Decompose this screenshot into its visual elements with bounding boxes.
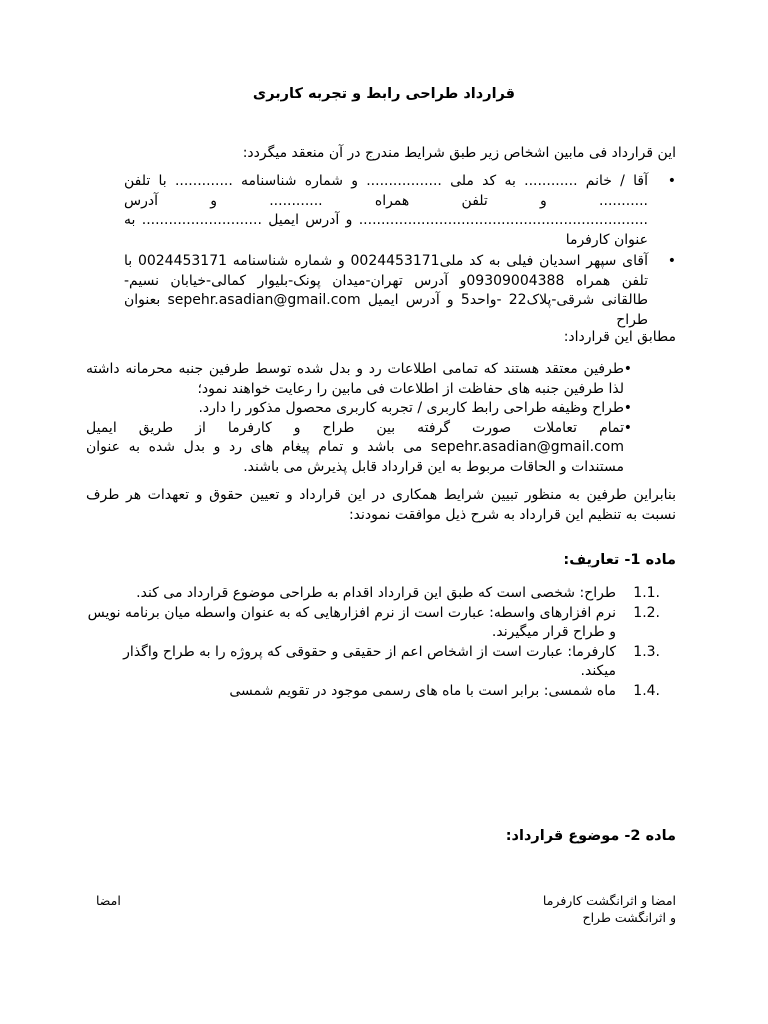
definition-item: [86, 604, 676, 643]
term-confidentiality: • طرفین معتقد هستند که تمامی اطلاعات رد و بدل شده توسط طرفین جنبه محرمانه داشته لذا طرفین جنبه های حفاظت از اطلاعات فی مابین را رعایت خواهند نمود؛: [86, 360, 676, 399]
definition-text: ماه شمسی: برابر است با ماه های رسمی موجود در تقویم شمسی: [229, 682, 616, 699]
definition-text: طراح: شخصی است که طبق این قرارداد اقدام به طراحی موضوع قرارداد می کند.: [136, 585, 616, 601]
definition-text: کارفرما: عبارت است از اشخاص اعم از حقیقی و حقوقی که پروژه را به طراح واگذار میکند.: [123, 643, 616, 679]
definition-number: 1.1.: [633, 585, 660, 601]
party-designer: • آقای سپهر اسدیان فیلی به کد ملی0024453171 و شماره شناسنامه 0024453171 با تلفن همراه 09309004388و آدرس تهران-میدان پونک-بلیوار کمالی-خیابان نسیم- طالقانی شرقی-پلاک22 -واحد5 و آدرس ایمیل sepehr.asadian@gmail.com بعنوان طراح: [124, 252, 676, 330]
article-1-heading: ماده 1- تعاریف:: [563, 552, 676, 568]
definition-text: نرم افزارهای واسطه: عبارت است از نرم افزارهایی که به عنوان واسطه میان برنامه نویس و طراح قرار میگیرند.: [87, 604, 616, 640]
term-designer-duty: • طراح وظیفه طراحی رابط کاربری / تجربه کاربری محصول مذکور را دارد.: [86, 399, 676, 419]
article-2-heading: ماده 2- موضوع قرارداد:: [505, 828, 676, 844]
definition-number: 1.2.: [633, 604, 660, 621]
signature-label-designer: و اثرانگشت طراح: [582, 910, 676, 925]
definition-item: [86, 584, 676, 604]
definition-item: [86, 643, 676, 682]
signature-block-left: [96, 892, 121, 909]
signature-label-left: امضا: [96, 893, 121, 908]
intro-paragraph: این قرارداد فی مابین اشخاص زیر طبق شرایط مندرج در آن منعقد میگردد:: [242, 145, 676, 161]
document-title: قرارداد طراحی رابط و تجربه کاربری: [252, 86, 516, 102]
pursuant-heading: مطابق این قرارداد:: [563, 329, 676, 345]
closing-paragraph: بنابراین طرفین به منظور تبیین شرایط همکاری در این قرارداد و تعیین حقوق و تعهدات هر طرف نسبت به تنظیم این قرارداد به شرح ذیل موافقت نمودند:: [86, 487, 676, 523]
definition-number: 1.4.: [633, 682, 660, 699]
parties-list: [124, 172, 676, 330]
signature-block-employer: [543, 892, 676, 926]
definition-item: [86, 682, 676, 702]
definition-number: 1.3.: [633, 643, 660, 660]
definitions-list: [86, 584, 676, 701]
term-communication: • تمام تعاملات صورت گرفته بین طراح و کارفرما از طریق ایمیل sepehr.asadian@gmail.com می باشد و تمام پیغام های رد و بدل شده به عنوان مستندات و الحاقات مربوط به این قرارداد قابل پذیرش می باشند.: [86, 419, 676, 478]
signature-label-employer: امضا و اثرانگشت کارفرما: [542, 893, 676, 908]
party-employer: • آقا / خانم ............ به کد ملی ................. و شماره شناسنامه ............. با تلفن ........... و تلفن همراه ............ و آدرس ................................................................. و آدرس ایمیل ........................... به عنوان کارفرما: [124, 172, 676, 250]
terms-list: [86, 360, 676, 477]
